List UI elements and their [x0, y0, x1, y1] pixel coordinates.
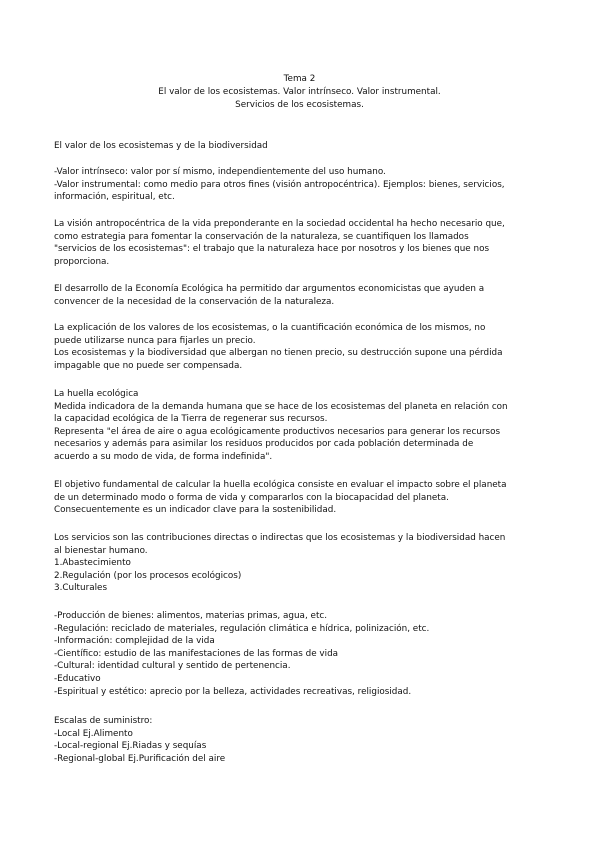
text-line: puede utilizarse nunca para fijarles un precio.: [54, 335, 256, 346]
text-line: acuerdo a su modo de vida, de forma indefinida".: [54, 451, 273, 462]
text-line: La visión antropocéntrica de la vida preponderante en la sociedad occidental ha hecho necesario que,: [54, 219, 505, 229]
paragraph-vision: [54, 218, 554, 268]
paragraph-precio: [54, 322, 554, 372]
text-line: -Valor instrumental: como medio para otros fines (visión antropocéntrica). Ejemplos: bienes, servicios,: [54, 179, 505, 190]
text-line: El objetivo fundamental de calcular la huella ecológica consiste en evaluar el impacto sobre el planeta: [54, 480, 507, 490]
text-line: Medida indicadora de la demanda humana que se hace de los ecosistemas del planeta en relación con: [54, 401, 508, 412]
paragraph-objetivo: [54, 479, 554, 517]
list-funciones: [54, 610, 554, 698]
text-line: impagable que no puede ser compensada.: [54, 360, 243, 371]
document-title: Tema 2: [283, 74, 316, 84]
list-item: -Científico: estudio de las manifestaciones de las formas de vida: [54, 648, 339, 659]
document-subtitle: El valor de los ecosistemas. Valor intrínseco. Valor instrumental.: [158, 87, 441, 97]
text-line: Consecuentemente es un indicador clave para la sostenibilidad.: [54, 505, 337, 516]
text-line: de un determinado modo o forma de vida y compararlos con la biocapacidad del planeta.: [54, 492, 449, 503]
text-line: La explicación de los valores de los ecosistemas, o la cuantificación económica de los mismos, no: [54, 323, 486, 333]
text-line: "servicios de los ecosistemas": el trabajo que la naturaleza hace por nosotros y los bienes que nos: [54, 244, 490, 255]
text-line: 2.Regulación (por los procesos ecológicos): [54, 570, 242, 581]
paragraph-valores: [54, 166, 554, 204]
text-line: 3.Culturales: [54, 583, 108, 594]
text-line: El desarrollo de la Economía Ecológica ha permitido dar argumentos economicistas que ayuden a: [54, 284, 485, 294]
text-line: información, espiritual, etc.: [54, 192, 175, 203]
text-line: Representa "el área de aire o agua ecológicamente productivos necesarios para generar los recursos: [54, 426, 501, 437]
list-item: -Regulación: reciclado de materiales, regulación climática e hídrica, polinización, etc.: [54, 623, 430, 634]
text-line: Los ecosistemas y la biodiversidad que albergan no tienen precio, su destrucción supone una pérdida: [54, 348, 503, 359]
text-line: necesarios y además para asimilar los residuos producidos por cada población determinada de: [54, 439, 474, 450]
text-line: la capacidad ecológica de la Tierra de regenerar sus recursos.: [54, 414, 328, 425]
list-item: -Local Ej.Alimento: [54, 728, 133, 739]
text-line: -Valor intrínseco: valor por sí mismo, independientemente del uso humano.: [54, 167, 386, 177]
list-item: -Información: complejidad de la vida: [54, 636, 215, 647]
list-item: -Espiritual y estético: aprecio por la belleza, actividades recreativas, religiosidad.: [54, 686, 412, 697]
text-line: Los servicios son las contribuciones directas o indirectas que los ecosistemas y la biodiversidad hacen: [54, 533, 506, 543]
list-item: -Regional-global Ej.Purificación del aire: [54, 753, 226, 764]
paragraph-servicios: [54, 532, 554, 595]
text-line: proporciona.: [54, 256, 110, 267]
section-heading-valor: [54, 140, 554, 153]
text-line: La huella ecológica: [54, 389, 139, 399]
text-line: al bienestar humano.: [54, 545, 148, 556]
text-line: El valor de los ecosistemas y de la biodiversidad: [54, 141, 268, 151]
list-item: -Cultural: identidad cultural y sentido de pertenencia.: [54, 661, 291, 672]
document-subtitle-2: Servicios de los ecosistemas.: [235, 100, 364, 110]
text-line: convencer de la necesidad de la conservación de la naturaleza.: [54, 296, 335, 307]
paragraph-economia: [54, 283, 554, 308]
list-heading: Escalas de suministro:: [54, 716, 153, 726]
paragraph-huella: [54, 388, 554, 464]
list-item: -Producción de bienes: alimentos, materias primas, agua, etc.: [54, 611, 328, 621]
text-line: como estrategia para fomentar la conservación de la naturaleza, se cuantifiquen los llamados: [54, 231, 469, 242]
list-item: -Educativo: [54, 673, 101, 684]
list-item: -Local-regional Ej.Riadas y sequías: [54, 741, 207, 752]
text-line: 1.Abastecimiento: [54, 558, 131, 569]
list-escalas: [54, 715, 554, 765]
